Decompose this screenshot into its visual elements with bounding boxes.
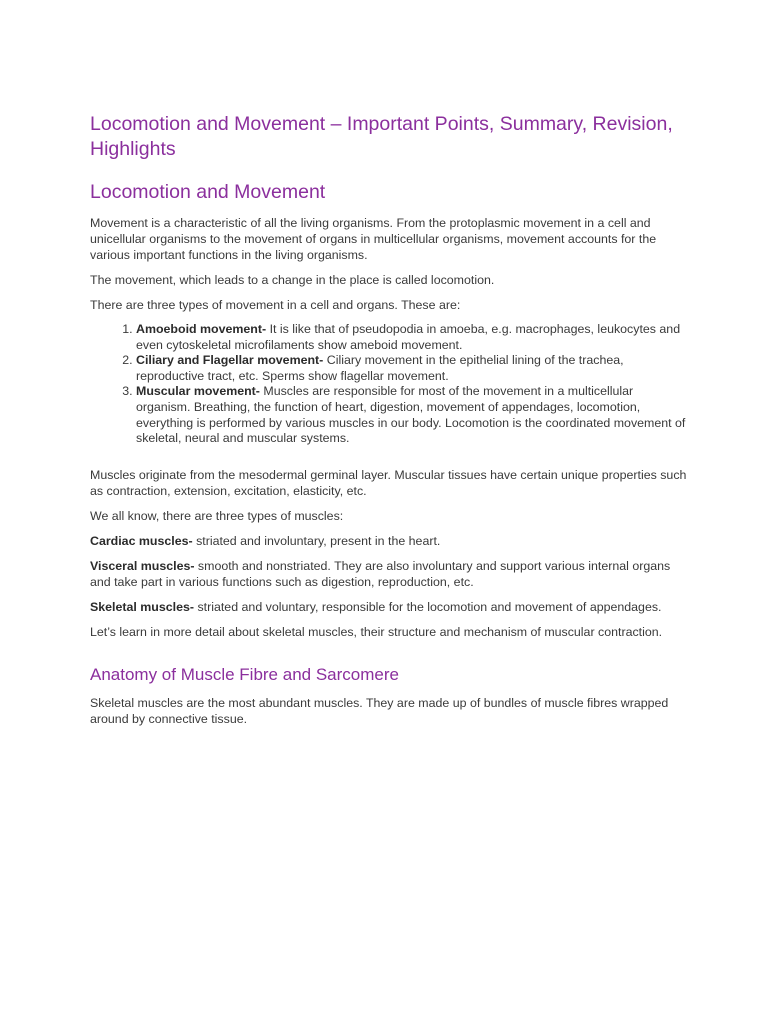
muscle-type-text: striated and voluntary, responsible for the locomotion and movement of appendages. bbox=[194, 599, 662, 614]
list-item-term: Amoeboid movement- bbox=[136, 322, 267, 336]
list-item bbox=[136, 384, 688, 446]
muscle-types-intro: We all know, there are three types of muscles: bbox=[90, 508, 344, 523]
page-title: Locomotion and Movement – Important Points, Summary, Revision, Highlights bbox=[90, 113, 673, 160]
anatomy-paragraph: Skeletal muscles are the most abundant muscles. They are made up of bundles of muscle fibres wrapped around by connective tissue. bbox=[90, 695, 669, 726]
muscle-type-skeletal bbox=[90, 599, 688, 615]
section-heading-locomotion: Locomotion and Movement bbox=[90, 181, 326, 203]
list-item-text: Muscles are responsible for most of the movement in a multicellular organism. Breathing, the function of heart, digestion, movement of appendages, locomotion, everything is performed by various muscles in our body. Locomotion is the coordinated movement of skeletal, neural and muscular systems. bbox=[136, 384, 686, 446]
list-item-text: Ciliary movement in the epithelial lining of the trachea, reproductive tract, etc. Sperms show flagellar movement. bbox=[136, 353, 624, 383]
list-item-term: Muscular movement- bbox=[136, 384, 260, 399]
list-item-text: It is like that of pseudopodia in amoeba, e.g. macrophages, leukocytes and even cytoskeletal microfilaments show ameboid movement. bbox=[136, 322, 681, 352]
muscle-type-term: Cardiac muscles- bbox=[90, 533, 193, 548]
learn-more-paragraph: Let’s learn in more detail about skeletal muscles, their structure and mechanism of muscular contraction. bbox=[90, 624, 663, 639]
muscle-type-text: smooth and nonstriated. They are also involuntary and support various internal organs and take part in various functions such as digestion, reproduction, etc. bbox=[90, 558, 671, 589]
list-item bbox=[136, 353, 688, 384]
list-item bbox=[136, 322, 688, 353]
intro-paragraph: Movement is a characteristic of all the living organisms. From the protoplasmic movement in a cell and unicellular organisms to the movement of organs in multicellular organisms, movement accounts for the various important functions in the living organisms. bbox=[90, 216, 657, 262]
locomotion-definition: The movement, which leads to a change in the place is called locomotion. bbox=[90, 273, 495, 287]
list-item-term: Ciliary and Flagellar movement- bbox=[136, 353, 324, 368]
muscle-type-visceral bbox=[90, 558, 688, 590]
muscle-type-text: striated and involuntary, present in the heart. bbox=[192, 533, 441, 548]
muscle-type-term: Skeletal muscles- bbox=[90, 599, 195, 614]
section-heading-anatomy: Anatomy of Muscle Fibre and Sarcomere bbox=[90, 664, 399, 684]
muscles-origin-paragraph: Muscles originate from the mesodermal germinal layer. Muscular tissues have certain unique properties such as contraction, extension, excitation, elasticity, etc. bbox=[90, 467, 687, 498]
muscle-type-cardiac bbox=[90, 533, 688, 549]
muscle-type-term: Visceral muscles- bbox=[90, 558, 195, 573]
movement-types-list bbox=[90, 322, 688, 447]
movement-types-intro: There are three types of movement in a cell and organs. These are: bbox=[90, 298, 461, 312]
